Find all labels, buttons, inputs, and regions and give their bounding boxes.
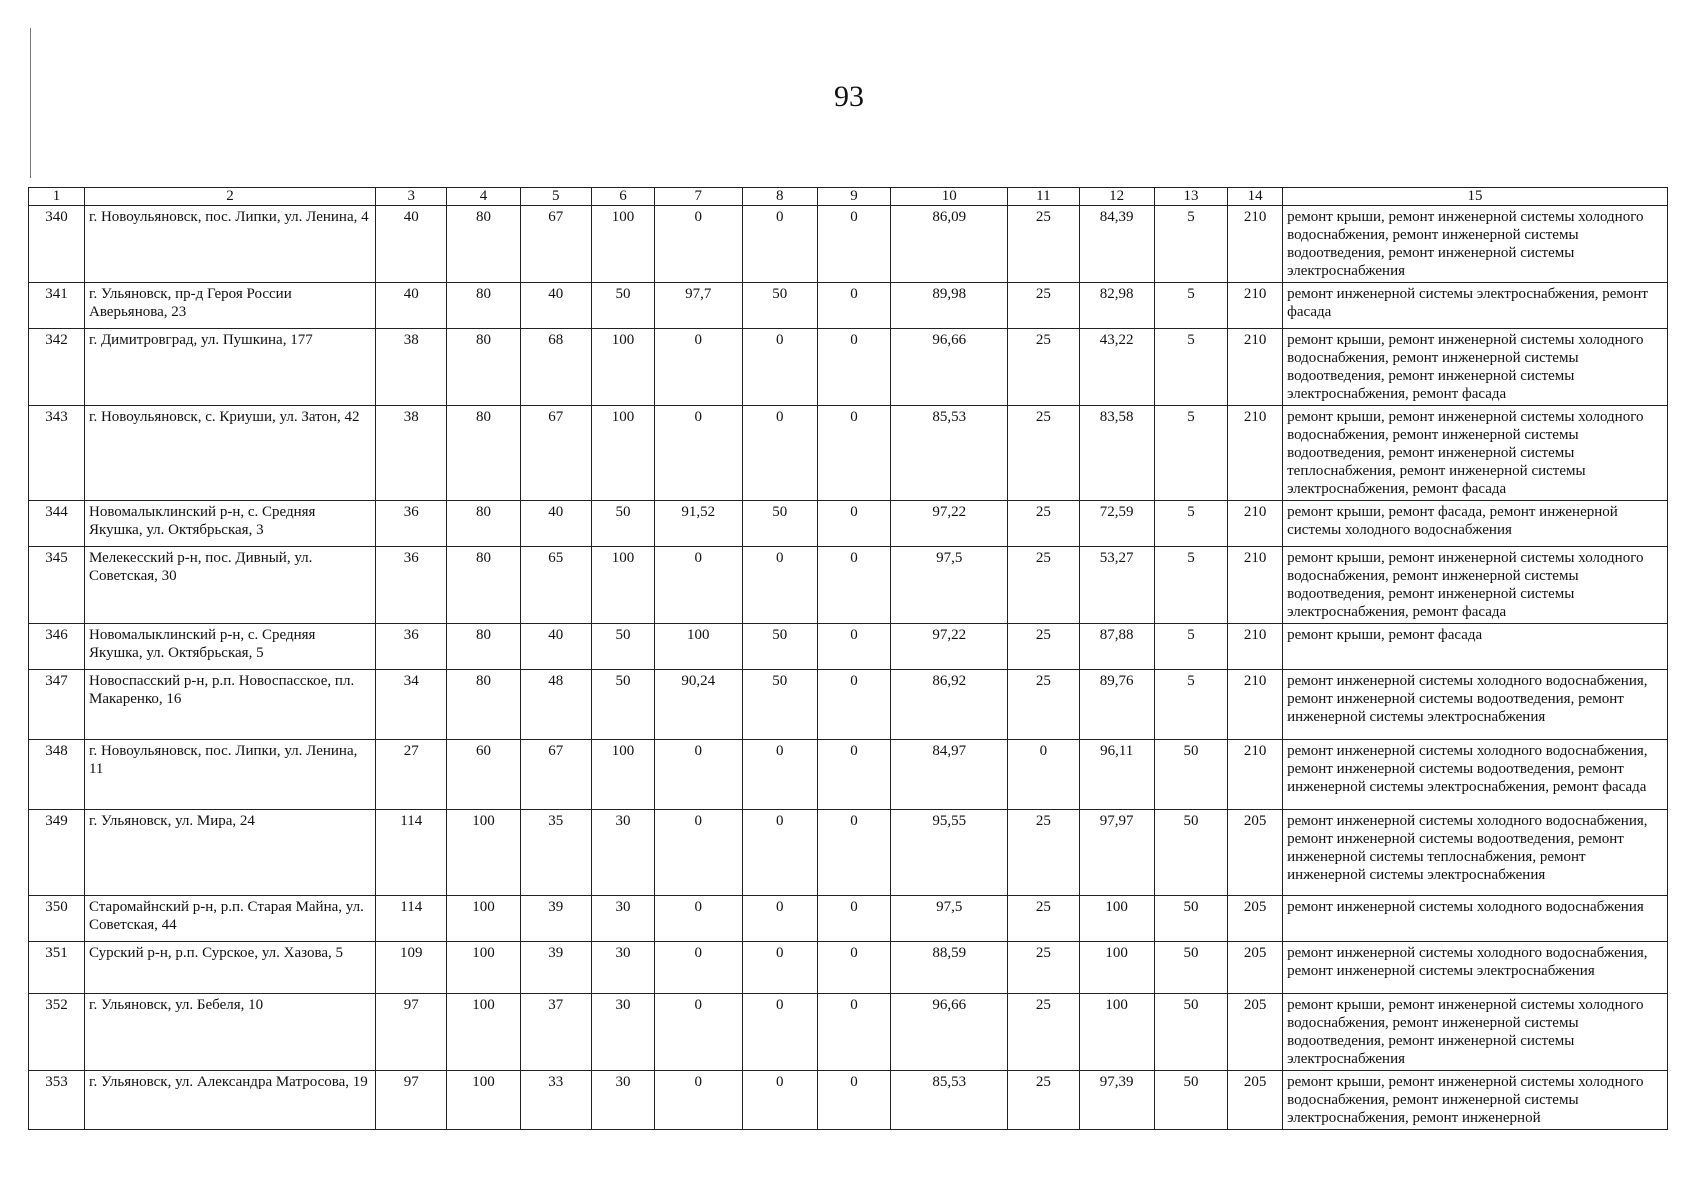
table-cell: 205	[1228, 994, 1283, 1071]
table-cell: 89,98	[891, 283, 1008, 329]
table-cell: 43,22	[1079, 329, 1154, 406]
table-row	[29, 501, 1668, 547]
table-cell: 40	[520, 624, 591, 670]
table-cell: 100	[447, 1071, 520, 1130]
column-header: 9	[817, 188, 890, 206]
table-row	[29, 206, 1668, 283]
works-cell: ремонт крыши, ремонт инженерной системы холодного водоснабжения, ремонт инженерной системы электроснабжения, ремонт инженерной	[1283, 1071, 1668, 1130]
address-cell: г. Новоульяновск, пос. Липки, ул. Ленина, 11	[84, 740, 375, 810]
table-cell: 5	[1154, 206, 1227, 283]
column-header: 4	[447, 188, 520, 206]
table-cell: 50	[1154, 994, 1227, 1071]
table-cell: 67	[520, 740, 591, 810]
table-cell: 5	[1154, 406, 1227, 501]
works-cell: ремонт инженерной системы холодного водоснабжения, ремонт инженерной системы водоотведения, ремонт инженерной системы теплоснабжения, ремонт инженерной системы электроснабжения	[1283, 810, 1668, 896]
table-cell: 5	[1154, 670, 1227, 740]
table-cell: 0	[655, 740, 743, 810]
works-cell: ремонт крыши, ремонт инженерной системы холодного водоснабжения, ремонт инженерной системы водоотведения, ремонт инженерной системы теплоснабжения, ремонт инженерной системы электроснабжения, ремонт фасада	[1283, 406, 1668, 501]
table-body	[29, 206, 1668, 1130]
table-cell: 0	[817, 740, 890, 810]
table-cell: 84,39	[1079, 206, 1154, 283]
table-cell: 96,11	[1079, 740, 1154, 810]
table-cell: 0	[655, 896, 743, 942]
row-number-cell: 353	[29, 1071, 85, 1130]
row-number-cell: 342	[29, 329, 85, 406]
column-header: 10	[891, 188, 1008, 206]
table-cell: 100	[591, 547, 654, 624]
table-cell: 89,76	[1079, 670, 1154, 740]
table-cell: 34	[376, 670, 447, 740]
table-cell: 30	[591, 810, 654, 896]
address-cell: Мелекесский р-н, пос. Дивный, ул. Советская, 30	[84, 547, 375, 624]
table-cell: 210	[1228, 206, 1283, 283]
table-cell: 53,27	[1079, 547, 1154, 624]
table-cell: 97,97	[1079, 810, 1154, 896]
column-header: 7	[655, 188, 743, 206]
table-cell: 97,22	[891, 501, 1008, 547]
table-cell: 100	[591, 206, 654, 283]
table-cell: 0	[817, 994, 890, 1071]
table-cell: 86,09	[891, 206, 1008, 283]
header-row	[29, 188, 1668, 206]
table-cell: 50	[591, 501, 654, 547]
table-cell: 0	[742, 329, 817, 406]
table-cell: 5	[1154, 329, 1227, 406]
table-cell: 40	[376, 283, 447, 329]
table-cell: 210	[1228, 283, 1283, 329]
table-cell: 100	[591, 329, 654, 406]
table-cell: 100	[591, 740, 654, 810]
table-row	[29, 1071, 1668, 1130]
table-cell: 95,55	[891, 810, 1008, 896]
table-cell: 0	[655, 994, 743, 1071]
table-cell: 210	[1228, 406, 1283, 501]
address-cell: г. Новоульяновск, пос. Липки, ул. Ленина, 4	[84, 206, 375, 283]
table-cell: 0	[817, 547, 890, 624]
table-cell: 40	[376, 206, 447, 283]
table-cell: 27	[376, 740, 447, 810]
table-cell: 85,53	[891, 406, 1008, 501]
table-cell: 100	[1079, 896, 1154, 942]
table-cell: 97	[376, 994, 447, 1071]
address-cell: г. Новоульяновск, с. Криуши, ул. Затон, 42	[84, 406, 375, 501]
table-cell: 100	[447, 994, 520, 1071]
table-cell: 0	[817, 670, 890, 740]
address-cell: Сурский р-н, р.п. Сурское, ул. Хазова, 5	[84, 942, 375, 994]
table-cell: 80	[447, 406, 520, 501]
column-header: 15	[1283, 188, 1668, 206]
table-cell: 80	[447, 547, 520, 624]
table-cell: 39	[520, 896, 591, 942]
works-cell: ремонт крыши, ремонт инженерной системы холодного водоснабжения, ремонт инженерной системы водоотведения, ремонт инженерной системы электроснабжения	[1283, 206, 1668, 283]
table-cell: 48	[520, 670, 591, 740]
table-cell: 86,92	[891, 670, 1008, 740]
table-cell: 0	[655, 206, 743, 283]
table-cell: 87,88	[1079, 624, 1154, 670]
table-cell: 97,39	[1079, 1071, 1154, 1130]
table-cell: 114	[376, 896, 447, 942]
row-number-cell: 352	[29, 994, 85, 1071]
table-cell: 40	[520, 501, 591, 547]
row-number-cell: 347	[29, 670, 85, 740]
table-cell: 0	[742, 810, 817, 896]
table-row	[29, 896, 1668, 942]
table-cell: 205	[1228, 1071, 1283, 1130]
table-row	[29, 942, 1668, 994]
table-cell: 80	[447, 329, 520, 406]
table-cell: 96,66	[891, 329, 1008, 406]
table-cell: 25	[1008, 547, 1079, 624]
table-cell: 67	[520, 206, 591, 283]
table-row	[29, 547, 1668, 624]
address-cell: Новомалыклинский р-н, с. Средняя Якушка, ул. Октябрьская, 5	[84, 624, 375, 670]
table-cell: 50	[1154, 1071, 1227, 1130]
column-header: 12	[1079, 188, 1154, 206]
table-cell: 25	[1008, 942, 1079, 994]
table-cell: 80	[447, 501, 520, 547]
table-cell: 114	[376, 810, 447, 896]
table-cell: 39	[520, 942, 591, 994]
table-cell: 0	[817, 283, 890, 329]
table-cell: 0	[655, 406, 743, 501]
table-cell: 50	[742, 501, 817, 547]
table-cell: 100	[447, 810, 520, 896]
table-cell: 36	[376, 624, 447, 670]
table-row	[29, 283, 1668, 329]
table-cell: 109	[376, 942, 447, 994]
table-cell: 25	[1008, 896, 1079, 942]
table-cell: 0	[655, 942, 743, 994]
table-cell: 205	[1228, 942, 1283, 994]
address-cell: г. Ульяновск, ул. Бебеля, 10	[84, 994, 375, 1071]
table-cell: 0	[817, 810, 890, 896]
works-cell: ремонт инженерной системы холодного водоснабжения, ремонт инженерной системы водоотведения, ремонт инженерной системы электроснабжения, ремонт фасада	[1283, 740, 1668, 810]
table-cell: 80	[447, 624, 520, 670]
row-number-cell: 346	[29, 624, 85, 670]
table-cell: 25	[1008, 283, 1079, 329]
table-cell: 50	[1154, 942, 1227, 994]
table-cell: 83,58	[1079, 406, 1154, 501]
table-cell: 85,53	[891, 1071, 1008, 1130]
table-cell: 0	[817, 896, 890, 942]
table-cell: 50	[591, 624, 654, 670]
table-cell: 97,5	[891, 547, 1008, 624]
address-cell: Новоспасский р-н, р.п. Новоспасское, пл. Макаренко, 16	[84, 670, 375, 740]
works-cell: ремонт крыши, ремонт инженерной системы холодного водоснабжения, ремонт инженерной системы водоотведения, ремонт инженерной системы электроснабжения	[1283, 994, 1668, 1071]
row-number-cell: 345	[29, 547, 85, 624]
table-cell: 80	[447, 283, 520, 329]
works-cell: ремонт инженерной системы холодного водоснабжения	[1283, 896, 1668, 942]
table-cell: 36	[376, 547, 447, 624]
column-header: 14	[1228, 188, 1283, 206]
table-cell: 5	[1154, 624, 1227, 670]
column-header: 11	[1008, 188, 1079, 206]
table-cell: 0	[655, 810, 743, 896]
table-cell: 210	[1228, 670, 1283, 740]
table-cell: 0	[742, 547, 817, 624]
table-cell: 97,5	[891, 896, 1008, 942]
table-cell: 38	[376, 406, 447, 501]
table-row	[29, 624, 1668, 670]
table-cell: 50	[742, 670, 817, 740]
table-cell: 30	[591, 994, 654, 1071]
table-cell: 68	[520, 329, 591, 406]
table-row	[29, 670, 1668, 740]
table-cell: 210	[1228, 624, 1283, 670]
table-cell: 80	[447, 206, 520, 283]
column-header: 2	[84, 188, 375, 206]
row-number-cell: 344	[29, 501, 85, 547]
table-cell: 0	[655, 547, 743, 624]
table-cell: 0	[817, 942, 890, 994]
table-cell: 0	[817, 624, 890, 670]
table-cell: 0	[817, 206, 890, 283]
table-cell: 50	[1154, 896, 1227, 942]
address-cell: г. Ульяновск, ул. Александра Матросова, 19	[84, 1071, 375, 1130]
table-cell: 210	[1228, 501, 1283, 547]
column-header: 13	[1154, 188, 1227, 206]
table-cell: 80	[447, 670, 520, 740]
table-cell: 100	[447, 896, 520, 942]
table-cell: 100	[1079, 994, 1154, 1071]
table-cell: 25	[1008, 406, 1079, 501]
table-cell: 205	[1228, 896, 1283, 942]
table-row	[29, 740, 1668, 810]
table-cell: 91,52	[655, 501, 743, 547]
table-cell: 100	[655, 624, 743, 670]
table-cell: 0	[742, 896, 817, 942]
works-cell: ремонт инженерной системы электроснабжения, ремонт фасада	[1283, 283, 1668, 329]
table-cell: 97,7	[655, 283, 743, 329]
table-cell: 0	[655, 1071, 743, 1130]
table-cell: 5	[1154, 283, 1227, 329]
table-cell: 60	[447, 740, 520, 810]
table-cell: 30	[591, 942, 654, 994]
table-cell: 0	[742, 942, 817, 994]
table-cell: 96,66	[891, 994, 1008, 1071]
row-number-cell: 341	[29, 283, 85, 329]
table-cell: 0	[817, 501, 890, 547]
table-cell: 25	[1008, 501, 1079, 547]
table-cell: 37	[520, 994, 591, 1071]
table-cell: 205	[1228, 810, 1283, 896]
table-cell: 33	[520, 1071, 591, 1130]
row-number-cell: 350	[29, 896, 85, 942]
buildings-table	[28, 187, 1668, 1130]
table-row	[29, 406, 1668, 501]
table-cell: 25	[1008, 670, 1079, 740]
table-cell: 100	[1079, 942, 1154, 994]
row-number-cell: 348	[29, 740, 85, 810]
row-number-cell: 343	[29, 406, 85, 501]
table-cell: 65	[520, 547, 591, 624]
table-cell: 5	[1154, 501, 1227, 547]
table-cell: 50	[591, 670, 654, 740]
table-cell: 0	[817, 406, 890, 501]
column-header: 5	[520, 188, 591, 206]
table-cell: 67	[520, 406, 591, 501]
table-cell: 0	[655, 329, 743, 406]
table-cell: 0	[742, 1071, 817, 1130]
table-cell: 25	[1008, 329, 1079, 406]
works-cell: ремонт крыши, ремонт инженерной системы холодного водоснабжения, ремонт инженерной системы водоотведения, ремонт инженерной системы электроснабжения, ремонт фасада	[1283, 547, 1668, 624]
table-cell: 0	[742, 740, 817, 810]
table-cell: 25	[1008, 206, 1079, 283]
row-number-cell: 349	[29, 810, 85, 896]
table-cell: 36	[376, 501, 447, 547]
table-cell: 38	[376, 329, 447, 406]
table-cell: 0	[817, 329, 890, 406]
table-cell: 72,59	[1079, 501, 1154, 547]
column-header: 1	[29, 188, 85, 206]
table-cell: 50	[742, 624, 817, 670]
table-cell: 30	[591, 1071, 654, 1130]
table-cell: 40	[520, 283, 591, 329]
table-cell: 88,59	[891, 942, 1008, 994]
table-cell: 90,24	[655, 670, 743, 740]
works-cell: ремонт инженерной системы холодного водоснабжения, ремонт инженерной системы водоотведения, ремонт инженерной системы электроснабжения	[1283, 670, 1668, 740]
row-number-cell: 351	[29, 942, 85, 994]
column-header: 8	[742, 188, 817, 206]
table-row	[29, 810, 1668, 896]
table-cell: 210	[1228, 740, 1283, 810]
works-cell: ремонт крыши, ремонт инженерной системы холодного водоснабжения, ремонт инженерной системы водоотведения, ремонт инженерной системы электроснабжения, ремонт фасада	[1283, 329, 1668, 406]
table-cell: 82,98	[1079, 283, 1154, 329]
table-cell: 50	[591, 283, 654, 329]
address-cell: г. Димитровград, ул. Пушкина, 177	[84, 329, 375, 406]
table-cell: 100	[447, 942, 520, 994]
table-cell: 100	[591, 406, 654, 501]
page-number: 93	[834, 80, 864, 113]
table-cell: 210	[1228, 547, 1283, 624]
row-number-cell: 340	[29, 206, 85, 283]
works-cell: ремонт инженерной системы холодного водоснабжения, ремонт инженерной системы электроснабжения	[1283, 942, 1668, 994]
table-cell: 50	[1154, 810, 1227, 896]
table-cell: 35	[520, 810, 591, 896]
table-cell: 25	[1008, 624, 1079, 670]
table-cell: 0	[1008, 740, 1079, 810]
works-cell: ремонт крыши, ремонт фасада	[1283, 624, 1668, 670]
address-cell: Старомайнский р-н, р.п. Старая Майна, ул. Советская, 44	[84, 896, 375, 942]
column-header: 3	[376, 188, 447, 206]
column-header: 6	[591, 188, 654, 206]
table-cell: 25	[1008, 810, 1079, 896]
table-cell: 50	[742, 283, 817, 329]
table-cell: 97,22	[891, 624, 1008, 670]
address-cell: г. Ульяновск, ул. Мира, 24	[84, 810, 375, 896]
table-cell: 84,97	[891, 740, 1008, 810]
table-cell: 210	[1228, 329, 1283, 406]
address-cell: Новомалыклинский р-н, с. Средняя Якушка, ул. Октябрьская, 3	[84, 501, 375, 547]
table-cell: 25	[1008, 1071, 1079, 1130]
table-cell: 0	[817, 1071, 890, 1130]
table-cell: 97	[376, 1071, 447, 1130]
table-cell: 0	[742, 406, 817, 501]
address-cell: г. Ульяновск, пр-д Героя России Аверьянова, 23	[84, 283, 375, 329]
table-cell: 30	[591, 896, 654, 942]
table-cell: 50	[1154, 740, 1227, 810]
works-cell: ремонт крыши, ремонт фасада, ремонт инженерной системы холодного водоснабжения	[1283, 501, 1668, 547]
table-cell: 0	[742, 994, 817, 1071]
table-row	[29, 329, 1668, 406]
table-cell: 0	[742, 206, 817, 283]
table-cell: 5	[1154, 547, 1227, 624]
table-row	[29, 994, 1668, 1071]
table-cell: 25	[1008, 994, 1079, 1071]
